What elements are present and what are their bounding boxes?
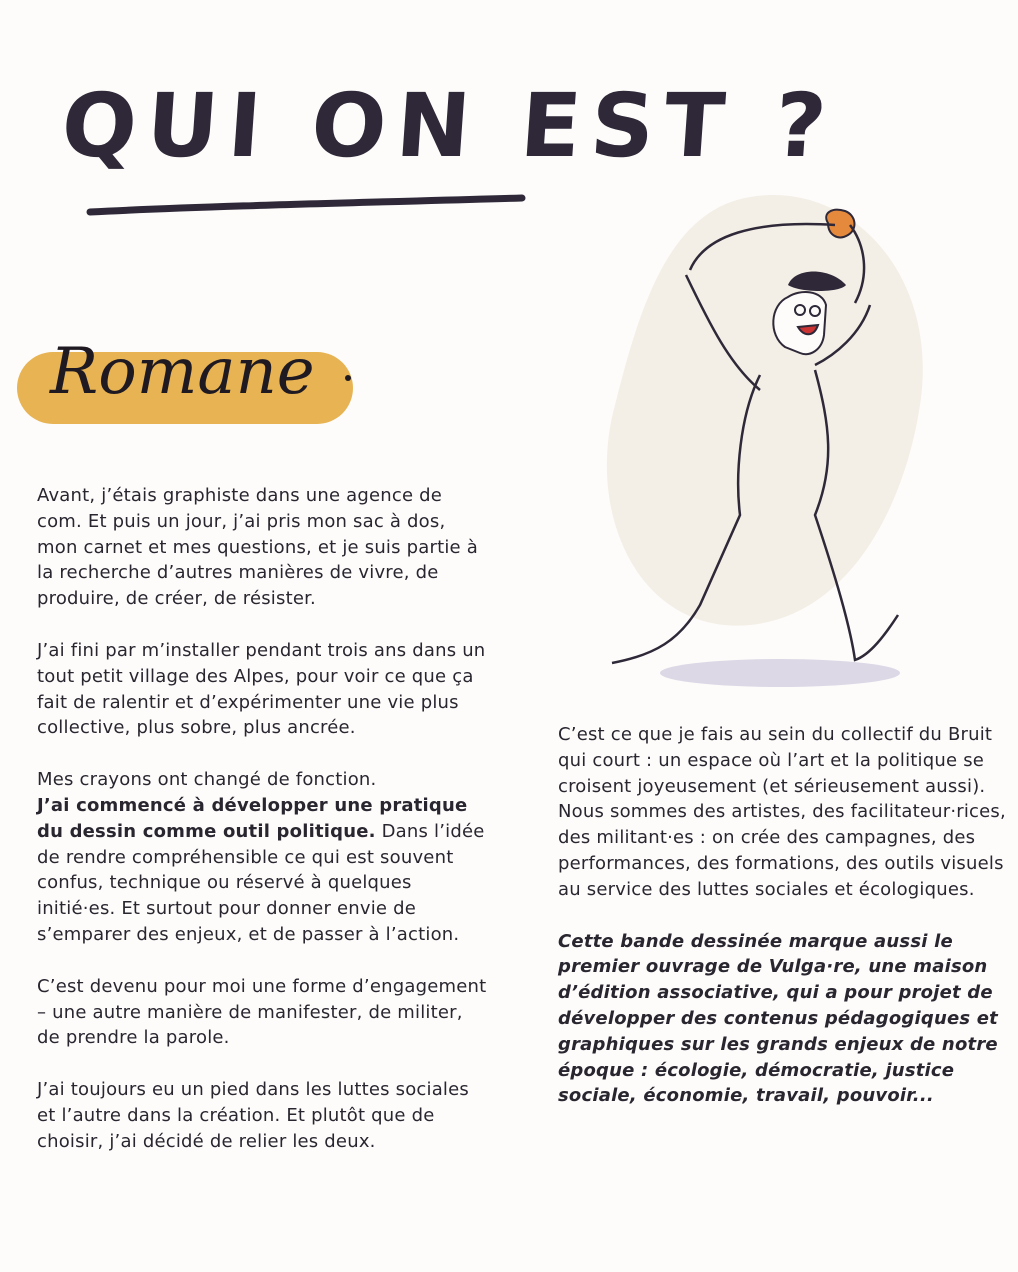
title-underline: [86, 192, 526, 222]
person-name: Romane: [50, 335, 315, 409]
left-text-column: [37, 483, 487, 1181]
paragraph-lead: Mes crayons ont changé de fonction.: [37, 769, 377, 791]
paragraph: Avant, j’étais graphiste dans une agence de com. Et puis un jour, j’ai pris mon sac à dos, mon carnet et mes questions, et je suis partie à la recherche d’autres manières de vivre, de produire, de créer, de résister.: [37, 485, 478, 610]
paragraph: Nous sommes des artistes, des facilitateur·rices, des militant·es : on crée des campagnes, des performances, des formations, des outils visuels au service des luttes sociales et écologiques.: [558, 801, 1006, 900]
paragraph: J’ai toujours eu un pied dans les luttes sociales et l’autre dans la création. Et plutôt que de choisir, j’ai décidé de relier les deux.: [37, 1079, 469, 1152]
paragraph: C’est devenu pour moi une forme d’engagement – une autre manière de manifester, de militer, de prendre la parole.: [37, 975, 487, 1049]
paragraph: [37, 767, 487, 948]
right-text-column: [558, 722, 1008, 1135]
page-title: QUI ON EST ?: [58, 74, 840, 177]
character-illustration: [600, 185, 940, 700]
name-dot: [345, 375, 351, 381]
publisher-note: Cette bande dessinée marque aussi le premier ouvrage de Vulga·re, une maison d’édition associative, qui a pour projet de développer des contenus pédagogiques et graphiques sur les grands enjeux de notre époque : écologie, démocratie, justice sociale, économie, travail, pouvoir...: [558, 930, 998, 1107]
paragraph: J’ai fini par m’installer pendant trois ans dans un tout petit village des Alpes, pour voir ce que ça fait de ralentir et d’expérimenter une vie plus collective, plus sobre, plus ancrée.: [37, 639, 486, 739]
bold-statement: J’ai commencé à développer une pratique du dessin comme outil politique.: [37, 794, 468, 842]
paragraph: C’est ce que je fais au sein du collectif du Bruit qui court : un espace où l’art et la politique se croisent joyeusement (et sérieusement aussi).: [558, 724, 993, 797]
paragraph-rest: Dans l’idée de rendre compréhensible ce qui est souvent confus, technique ou réservé à quelques initié·es. Et surtout pour donner envie de s’emparer des enjeux, et de passer à l’action.: [37, 820, 485, 945]
